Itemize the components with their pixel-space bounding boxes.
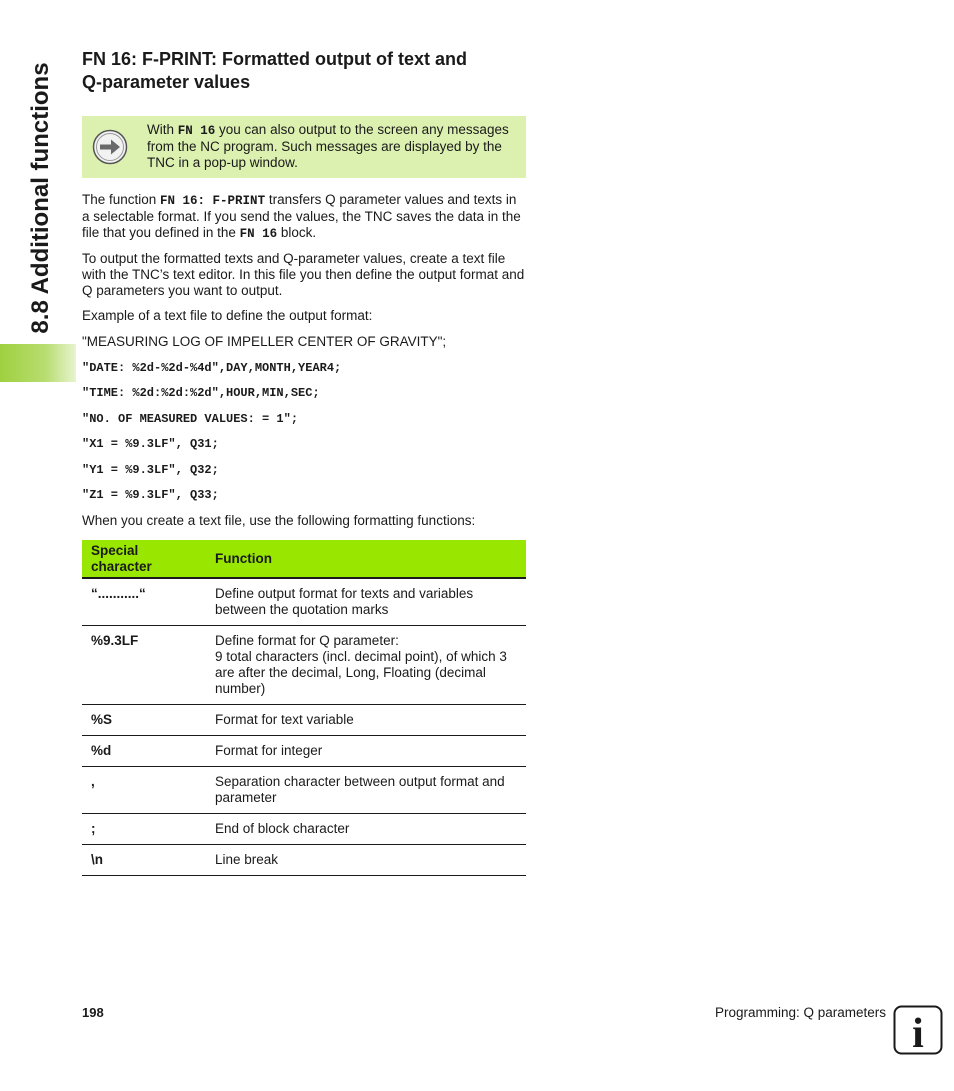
cell-special-character: %d <box>82 736 206 767</box>
cell-special-character: \n <box>82 845 206 876</box>
page-title-line1: FN 16: F-PRINT: Formatted output of text and <box>82 49 467 69</box>
page-title <box>82 48 526 94</box>
page-title-line2: Q-parameter values <box>82 72 251 92</box>
cell-function: Define output format for texts and variables between the quotation marks <box>206 578 526 626</box>
cell-function: Separation character between output format and parameter <box>206 767 526 814</box>
note-code: FN 16 <box>177 124 216 138</box>
sidebar-tab-marker <box>0 344 76 382</box>
sidebar-section-label: 8.8 Additional functions <box>27 62 54 334</box>
code-line: "Z1 = %9.3LF", Q33; <box>82 488 219 502</box>
info-icon[interactable] <box>893 1005 943 1055</box>
paragraph-fn16-intro <box>82 192 526 242</box>
paragraph1-code1: FN 16: F-PRINT <box>160 194 266 208</box>
example-title-line: "MEASURING LOG OF IMPELLER CENTER OF GRAVITY"; <box>82 334 447 349</box>
cell-function: Define format for Q parameter: 9 total characters (incl. decimal point), of which 3 are after the decimal, Long, Floating (decimal number) <box>206 626 526 705</box>
table-row <box>82 814 526 845</box>
cell-special-character: , <box>82 767 206 814</box>
column-header-special-character: Special character <box>82 540 206 578</box>
table-row <box>82 845 526 876</box>
paragraph-formatting-intro: When you create a text file, use the following formatting functions: <box>82 513 476 528</box>
table-header-row <box>82 540 526 578</box>
code-line: "NO. OF MEASURED VALUES: = 1"; <box>82 411 299 426</box>
paragraph1-text-after: block. <box>277 225 317 240</box>
paragraph1-text-before: The function <box>82 192 161 207</box>
note-text-before: With <box>147 122 178 137</box>
table-row <box>82 705 526 736</box>
paragraph1-code2: FN 16 <box>239 227 278 241</box>
sidebar-section-title <box>26 50 56 346</box>
page-content <box>82 48 526 876</box>
table-row <box>82 736 526 767</box>
cell-special-character: %S <box>82 705 206 736</box>
table-row <box>82 578 526 626</box>
table-row <box>82 626 526 705</box>
code-line: "Y1 = %9.3LF", Q32; <box>82 462 219 477</box>
note-box <box>82 116 526 178</box>
page-number: 198 <box>82 1005 104 1020</box>
note-text <box>147 122 518 171</box>
cell-special-character: ; <box>82 814 206 845</box>
column-header-function: Function <box>206 540 526 578</box>
cell-function: Format for integer <box>206 736 526 767</box>
code-line: "TIME: %2d:%2d:%2d",HOUR,MIN,SEC; <box>82 386 320 400</box>
info-icon-letter: i <box>912 1011 924 1055</box>
cell-function: Format for text variable <box>206 705 526 736</box>
cell-function: Line break <box>206 845 526 876</box>
note-text-after: you can also output to the screen any messages from the NC program. Such messages are displayed by the TNC in a pop-up window. <box>147 122 509 170</box>
paragraph1-text-middle: transfers Q parameter values and texts in a selectable format. If you send the values, the TNC saves the data in the file that you defined in the <box>82 192 521 240</box>
cell-special-character: “...........“ <box>82 578 206 626</box>
formatting-functions-table <box>82 540 526 876</box>
arrow-right-icon <box>92 129 128 165</box>
paragraph-text-file: To output the formatted texts and Q-parameter values, create a text file with the TNC’s text editor. In this file you then define the output format and Q parameters you want to output. <box>82 251 525 298</box>
cell-function: End of block character <box>206 814 526 845</box>
code-line: "DATE: %2d-%2d-%4d",DAY,MONTH,YEAR4; <box>82 360 342 375</box>
chapter-title: Programming: Q parameters <box>714 1005 886 1020</box>
paragraph-example-intro: Example of a text file to define the output format: <box>82 308 373 323</box>
code-line: "X1 = %9.3LF", Q31; <box>82 437 219 451</box>
table-row <box>82 767 526 814</box>
cell-special-character: %9.3LF <box>82 626 206 705</box>
